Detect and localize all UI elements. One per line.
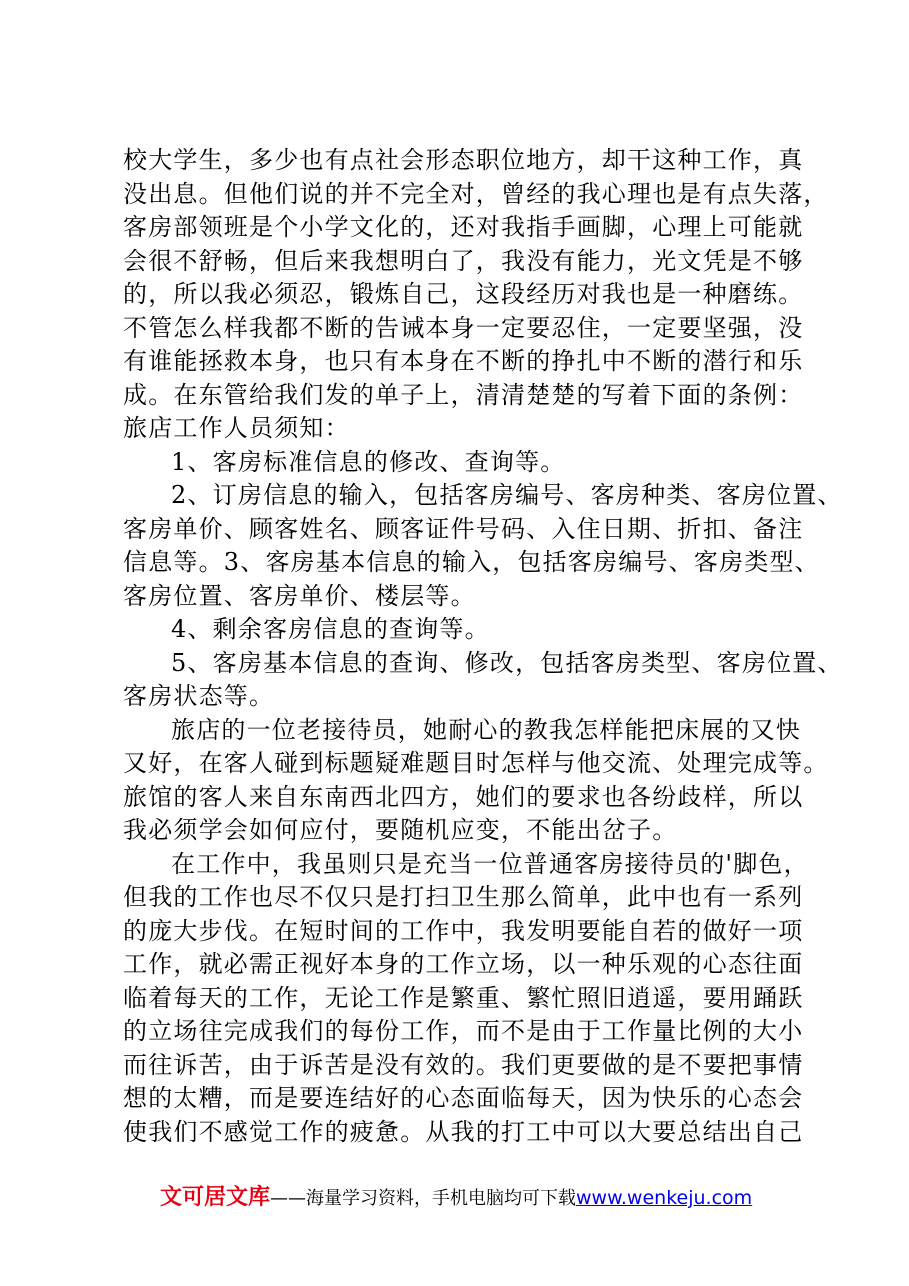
text-line: 客房部领班是个小学文化的，还对我指手画脚，心理上可能就 (123, 213, 804, 241)
footer-slogan: ——海量学习资料，手机电脑均可下载 (270, 1188, 577, 1209)
text-line: 客房单价、顾客姓名、顾客证件号码、入住日期、折扣、备注 (123, 514, 804, 543)
list-item: 5、客房基本信息的查询、修改，包括客房类型、客房位置、 (171, 648, 843, 677)
text-line: 不管怎么样我都不断的告诫本身一定要忍住，一定要坚强，没 (123, 313, 804, 342)
text-line: 成。在东管给我们发的单子上，清清楚楚的写着下面的条例： (123, 380, 804, 409)
website-link[interactable]: www.wenkeju.com (576, 1187, 753, 1209)
text-line: 但我的工作也尽不仅只是打扫卫生那么简单，此中也有一系列 (123, 883, 804, 911)
list-item: 1、客房标准信息的修改、查询等。 (171, 447, 566, 476)
page-footer (160, 1183, 752, 1213)
text-line: 临着每天的工作，无论工作是繁重、繁忙照旧逍遥，要用踊跃 (123, 983, 804, 1012)
text-line: 会很不舒畅，但后来我想明白了，我没有能力，光文凭是不够 (123, 246, 804, 275)
text-line: 的立场往完成我们的每份工作，而不是由于工作量比例的大小 (123, 1017, 804, 1045)
text-line: 信息等。3、客房基本信息的输入，包括客房编号、客房类型、 (123, 548, 820, 576)
text-line: 使我们不感觉工作的疲惫。从我的打工中可以大要总结出自己 (123, 1117, 804, 1146)
text-line: 又好，在客人碰到标题疑难题目时怎样与他交流、处理完成等。 (123, 749, 829, 777)
text-line: 校大学生，多少也有点社会形态职位地方，却干这种工作，真 (123, 146, 804, 174)
text-line: 旅馆的客人来自东南西北四方，她们的要求也各纷歧样，所以 (123, 782, 804, 811)
brand-name: 文可居文库 (160, 1185, 271, 1210)
list-item: 4、剩余客房信息的查询等。 (171, 615, 490, 643)
text-line: 有谁能拯救本身，也只有本身在不断的挣扎中不断的潜行和乐 (123, 347, 804, 375)
paragraph-start: 在工作中，我虽则只是充当一位普通客房接待员的'脚色， (171, 849, 809, 878)
list-item: 2、订房信息的输入，包括客房编号、客房种类、客房位置、 (171, 481, 843, 509)
text-line: 客房位置、客房单价、楼层等。 (123, 581, 476, 610)
text-line: 想的太糟，而是要连结好的心态面临每天，因为快乐的心态会 (123, 1084, 804, 1112)
document-body (123, 144, 843, 1149)
text-line: 而往诉苦，由于诉苦是没有效的。我们更要做的是不要把事情 (123, 1050, 804, 1079)
text-line: 工作，就必需正视好本身的工作立场，以一种乐观的心态往面 (123, 950, 804, 978)
text-line: 旅店工作人员须知： (123, 414, 350, 442)
text-line: 没出息。但他们说的并不完全对，曾经的我心理也是有点失落， (123, 179, 829, 208)
text-line: 的，所以我必须忍，锻炼自己，这段经历对我也是一种磨练。 (123, 280, 804, 308)
paragraph-start: 旅店的一位老接待员，她耐心的教我怎样能把床展的又快 (171, 715, 801, 744)
text-line: 客房状态等。 (123, 682, 275, 710)
text-line: 我必须学会如何应付，要随机应变，不能出岔子。 (123, 816, 678, 844)
text-line: 的庞大步伐。在短时间的工作中，我发明要能自若的做好一项 (123, 916, 804, 945)
